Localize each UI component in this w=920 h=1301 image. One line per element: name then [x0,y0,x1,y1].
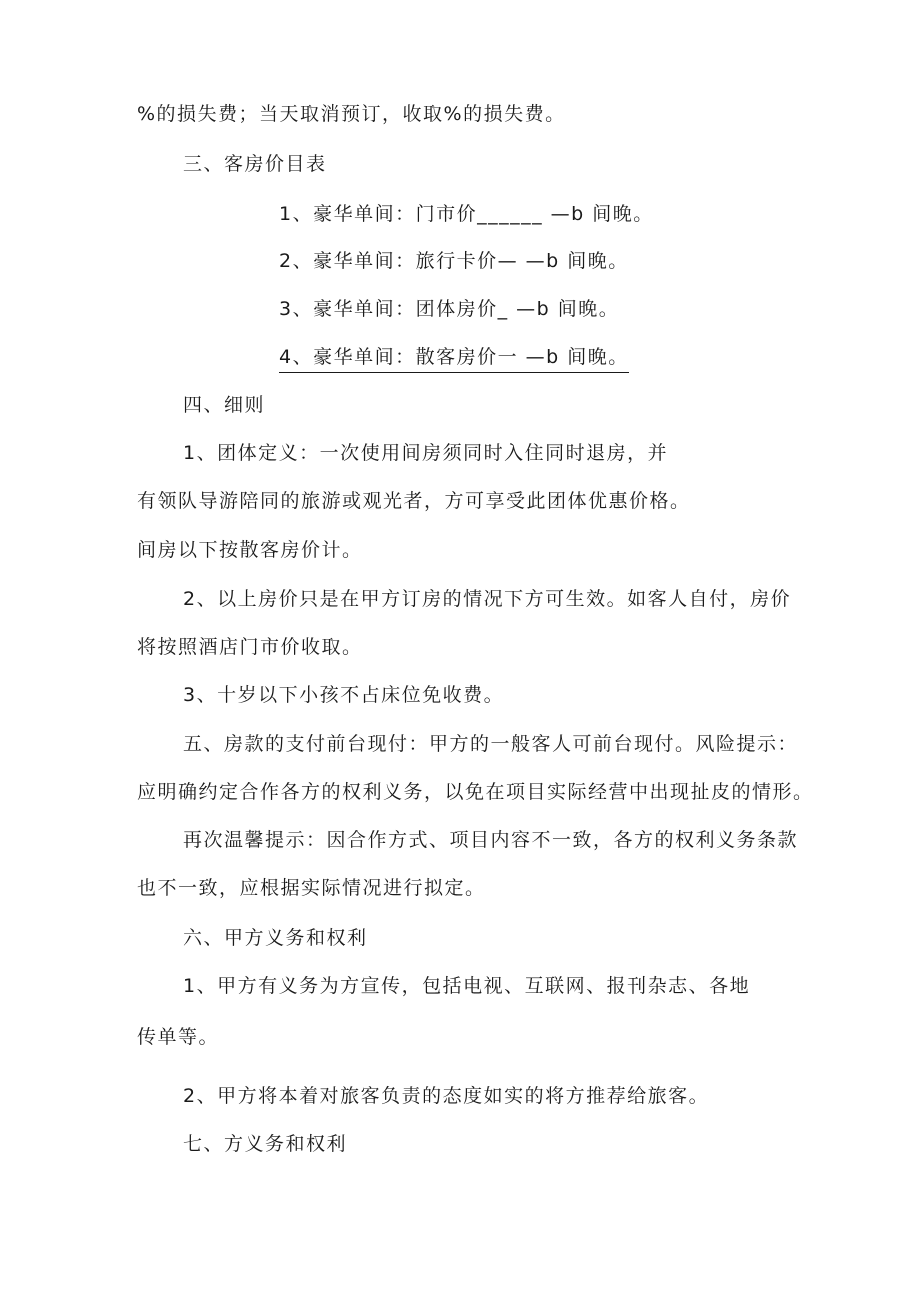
section-heading: 三、客房价目表 [183,153,327,175]
section-heading: 六、甲方义务和权利 [183,927,368,949]
paragraph-line: 1、团体定义：一次使用间房须同时入住同时退房，并 [183,442,669,464]
paragraph-line: 传单等。 [137,1026,220,1048]
paragraph-line: 间房以下按散客房价计。 [137,539,363,561]
price-item: 1、豪华单间：门市价______ —b 间晚。 [279,203,654,225]
paragraph-line: 应明确约定合作各方的权利义务，以免在项目实际经营中出现扯皮的情形。 [137,781,814,803]
price-item: 3、豪华单间：团体房价_ —b 间晚。 [279,298,620,320]
section-heading: 七、方义务和权利 [183,1133,348,1155]
paragraph-line: 2、以上房价只是在甲方订房的情况下方可生效。如客人自付，房价 [183,588,792,610]
price-item: 2、豪华单间：旅行卡价— —b 间晚。 [279,250,629,272]
paragraph-line: 1、甲方有义务为方宣传，包括电视、互联网、报刊杂志、各地 [183,975,751,997]
paragraph-line: 也不一致，应根据实际情况进行拟定。 [137,877,486,899]
price-item: 4、豪华单间：散客房价一 —b 间晚。 [279,344,629,373]
paragraph-line: 2、甲方将本着对旅客负责的态度如实的将方推荐给旅客。 [183,1085,710,1107]
paragraph-line: 将按照酒店门市价收取。 [137,636,363,658]
section-heading: 五、房款的支付前台现付：甲方的一般客人可前台现付。风险提示： [183,733,799,755]
paragraph-line: 再次温馨提示：因合作方式、项目内容不一致，各方的权利义务条款 [183,829,799,851]
paragraph-line: %的损失费；当天取消预订，收取%的损失费。 [137,103,566,125]
section-heading: 四、细则 [183,394,266,416]
paragraph-line: 有领队导游陪同的旅游或观光者，方可享受此团体优惠价格。 [137,490,691,512]
paragraph-line: 3、十岁以下小孩不占床位免收费。 [183,684,505,706]
